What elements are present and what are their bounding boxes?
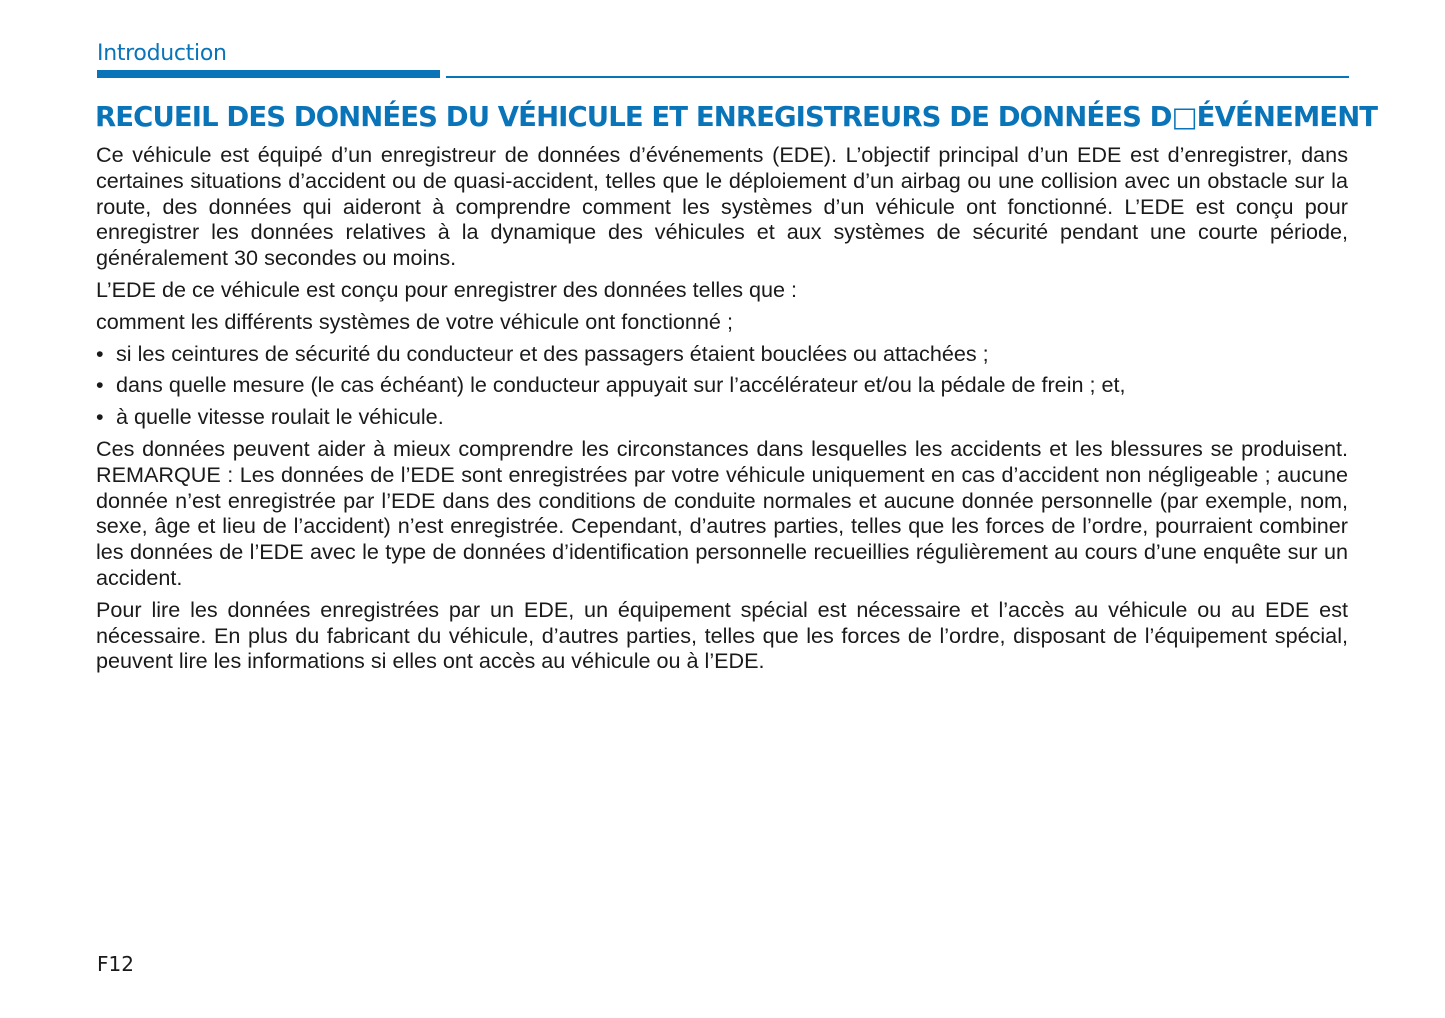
systems-line: comment les différents systèmes de votre véhicule ont fonctionné ; — [96, 308, 733, 334]
body-content — [96, 142, 1348, 680]
bullet-marker: • — [96, 372, 104, 398]
header-rule-thin — [446, 76, 1349, 78]
list-item-text: si les ceintures de sécurité du conducteur et des passagers étaient bouclées ou attachées ; — [116, 340, 989, 366]
list-item — [96, 372, 1348, 398]
list-item-text: à quelle vitesse roulait le véhicule. — [116, 404, 444, 430]
access-paragraph: Pour lire les données enregistrées par un EDE, un équipement spécial est nécessaire et l’accès au véhicule ou au EDE est nécessaire. En plus du fabricant du véhicule, d’autres parties, telles que les forces de l’ordre, disposant de l’équipement spécial, peuvent lire les informations si elles ont accès au véhicule ou à l’EDE. — [96, 596, 1348, 674]
page-title: RECUEIL DES DONNÉES DU VÉHICULE ET ENREGISTREURS DE DONNÉES D□ÉVÉNEMENT — [95, 101, 1378, 133]
bullet-marker: • — [96, 340, 104, 366]
data-types-lead: L’EDE de ce véhicule est conçu pour enregistrer des données telles que : — [96, 276, 798, 302]
section-label: Introduction — [97, 41, 227, 66]
bullet-marker: • — [96, 404, 104, 430]
remarque-paragraph: Ces données peuvent aider à mieux comprendre les circonstances dans lesquelles les accidents et les blessures se produisent. REMARQUE : Les données de l’EDE sont enregistrées par votre véhicule uniquement en cas d’accident non négligeable ; aucune donnée n’est enregistrée par l’EDE dans des conditions de conduite normales et aucune donnée personnelle (par exemple, nom, sexe, âge et lieu de l’accident) n’est enregistrée. Cependant, d’autres parties, telles que les forces de l’ordre, pourraient combiner les données de l’EDE avec le type de données d’identification personnelle recueillies régulièrement au cours d’une enquête sur un accident. — [96, 435, 1348, 590]
list-item — [96, 404, 1348, 430]
recorded-data-list — [96, 341, 1348, 430]
list-item — [96, 341, 1348, 367]
list-item-text: dans quelle mesure (le cas échéant) le conducteur appuyait sur l’accélérateur et/ou la pédale de frein ; et, — [116, 372, 1126, 398]
page-number: F12 — [97, 952, 134, 976]
header-rule-thick — [97, 70, 440, 78]
intro-paragraph: Ce véhicule est équipé d’un enregistreur de données d’événements (EDE). L’objectif principal d’un EDE est d’enregistrer, dans certaines situations d’accident ou de quasi-accident, telles que le déploiement d’un airbag ou une collision avec un obstacle sur la route, des données qui aideront à comprendre comment les systèmes d’un véhicule ont fonctionné. L’EDE est conçu pour enregistrer les données relatives à la dynamique des véhicules et aux systèmes de sécurité pendant une courte période, généralement 30 secondes ou moins. — [96, 142, 1348, 271]
